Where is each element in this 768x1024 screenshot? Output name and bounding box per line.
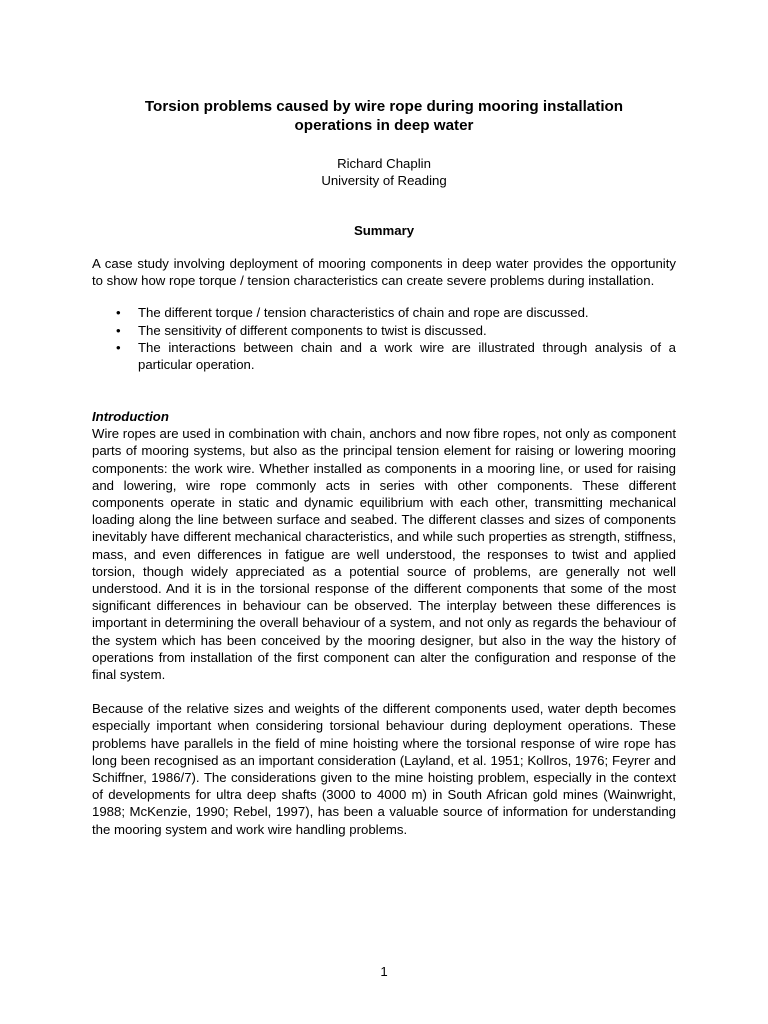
summary-bullet-item — [92, 322, 676, 339]
introduction-paragraph-1: Wire ropes are used in combination with chain, anchors and now fibre ropes, not only as component parts of mooring systems, but also as the principal tension element for raising or lowering mooring components: the work wire. Whether installed as components in a mooring line, or used for raising and lowering, wire rope commonly acts in series with other components. These different components operate in static and dynamic equilibrium with each other, transmitting mechanical loading along the line between surface and seabed. The different classes and sizes of components inevitably have different mechanical characteristics, and while such properties as strength, stiffness, mass, and even differences in fatigue are well understood, the responses to twist and applied torsion, though widely appreciated as a potential source of problems, are generally not well understood. And it is in the torsional response of the different components that some of the most significant differences in behaviour can be observed. The interplay between these differences is important in determining the overall behaviour of a system, and not only as regards the behaviour of the system which has been conceived by the mooring designer, but also in the way the history of operations from installation of the first component can alter the configuration and response of the final system. — [92, 426, 676, 683]
summary-bullet-item — [92, 339, 676, 373]
introduction-paragraph-2: Because of the relative sizes and weights of the different components used, water depth becomes especially important when considering torsional behaviour during deployment operations. These problems have parallels in the field of mine hoisting where the torsional response of wire rope has long been recognised as an important consideration (Layland, et al. 1951; Kollros, 1976; Feyrer and Schiffner, 1986/7). The considerations given to the mine hoisting problem, especially in the context of developments for ultra deep shafts (3000 to 4000 m) in South African gold mines (Wainwright, 1988; McKenzie, 1990; Rebel, 1997), has been a valuable source of information for understanding the mooring system and work wire handling problems. — [92, 701, 676, 837]
summary-paragraph: A case study involving deployment of mooring components in deep water provides the opportunity to show how rope torque / tension characteristics can create severe problems during installation. — [92, 256, 676, 289]
bullet-point-icon: • — [116, 305, 121, 321]
summary-heading: Summary — [353, 223, 415, 238]
paper-title-line-2: operations in deep water — [294, 117, 474, 134]
author-affiliation: University of Reading — [321, 173, 447, 188]
author-name: Richard Chaplin — [337, 156, 431, 171]
summary-bullet-list — [92, 304, 676, 373]
summary-bullet-text: The different torque / tension characteristics of chain and rope are discussed. — [138, 305, 589, 321]
summary-bullet-text: The sensitivity of different components to twist is discussed. — [138, 322, 487, 338]
introduction-heading: Introduction — [92, 409, 169, 425]
summary-bullet-item — [92, 304, 676, 321]
bullet-point-icon: • — [116, 339, 121, 355]
page-number: 1 — [380, 964, 388, 979]
paper-title — [92, 97, 676, 135]
paper-title-line-1: Torsion problems caused by wire rope during mooring installation — [144, 98, 624, 115]
bullet-point-icon: • — [116, 322, 121, 338]
paper-page — [92, 97, 676, 838]
summary-bullet-text: The interactions between chain and a work wire are illustrated through analysis of a particular operation. — [138, 339, 676, 373]
